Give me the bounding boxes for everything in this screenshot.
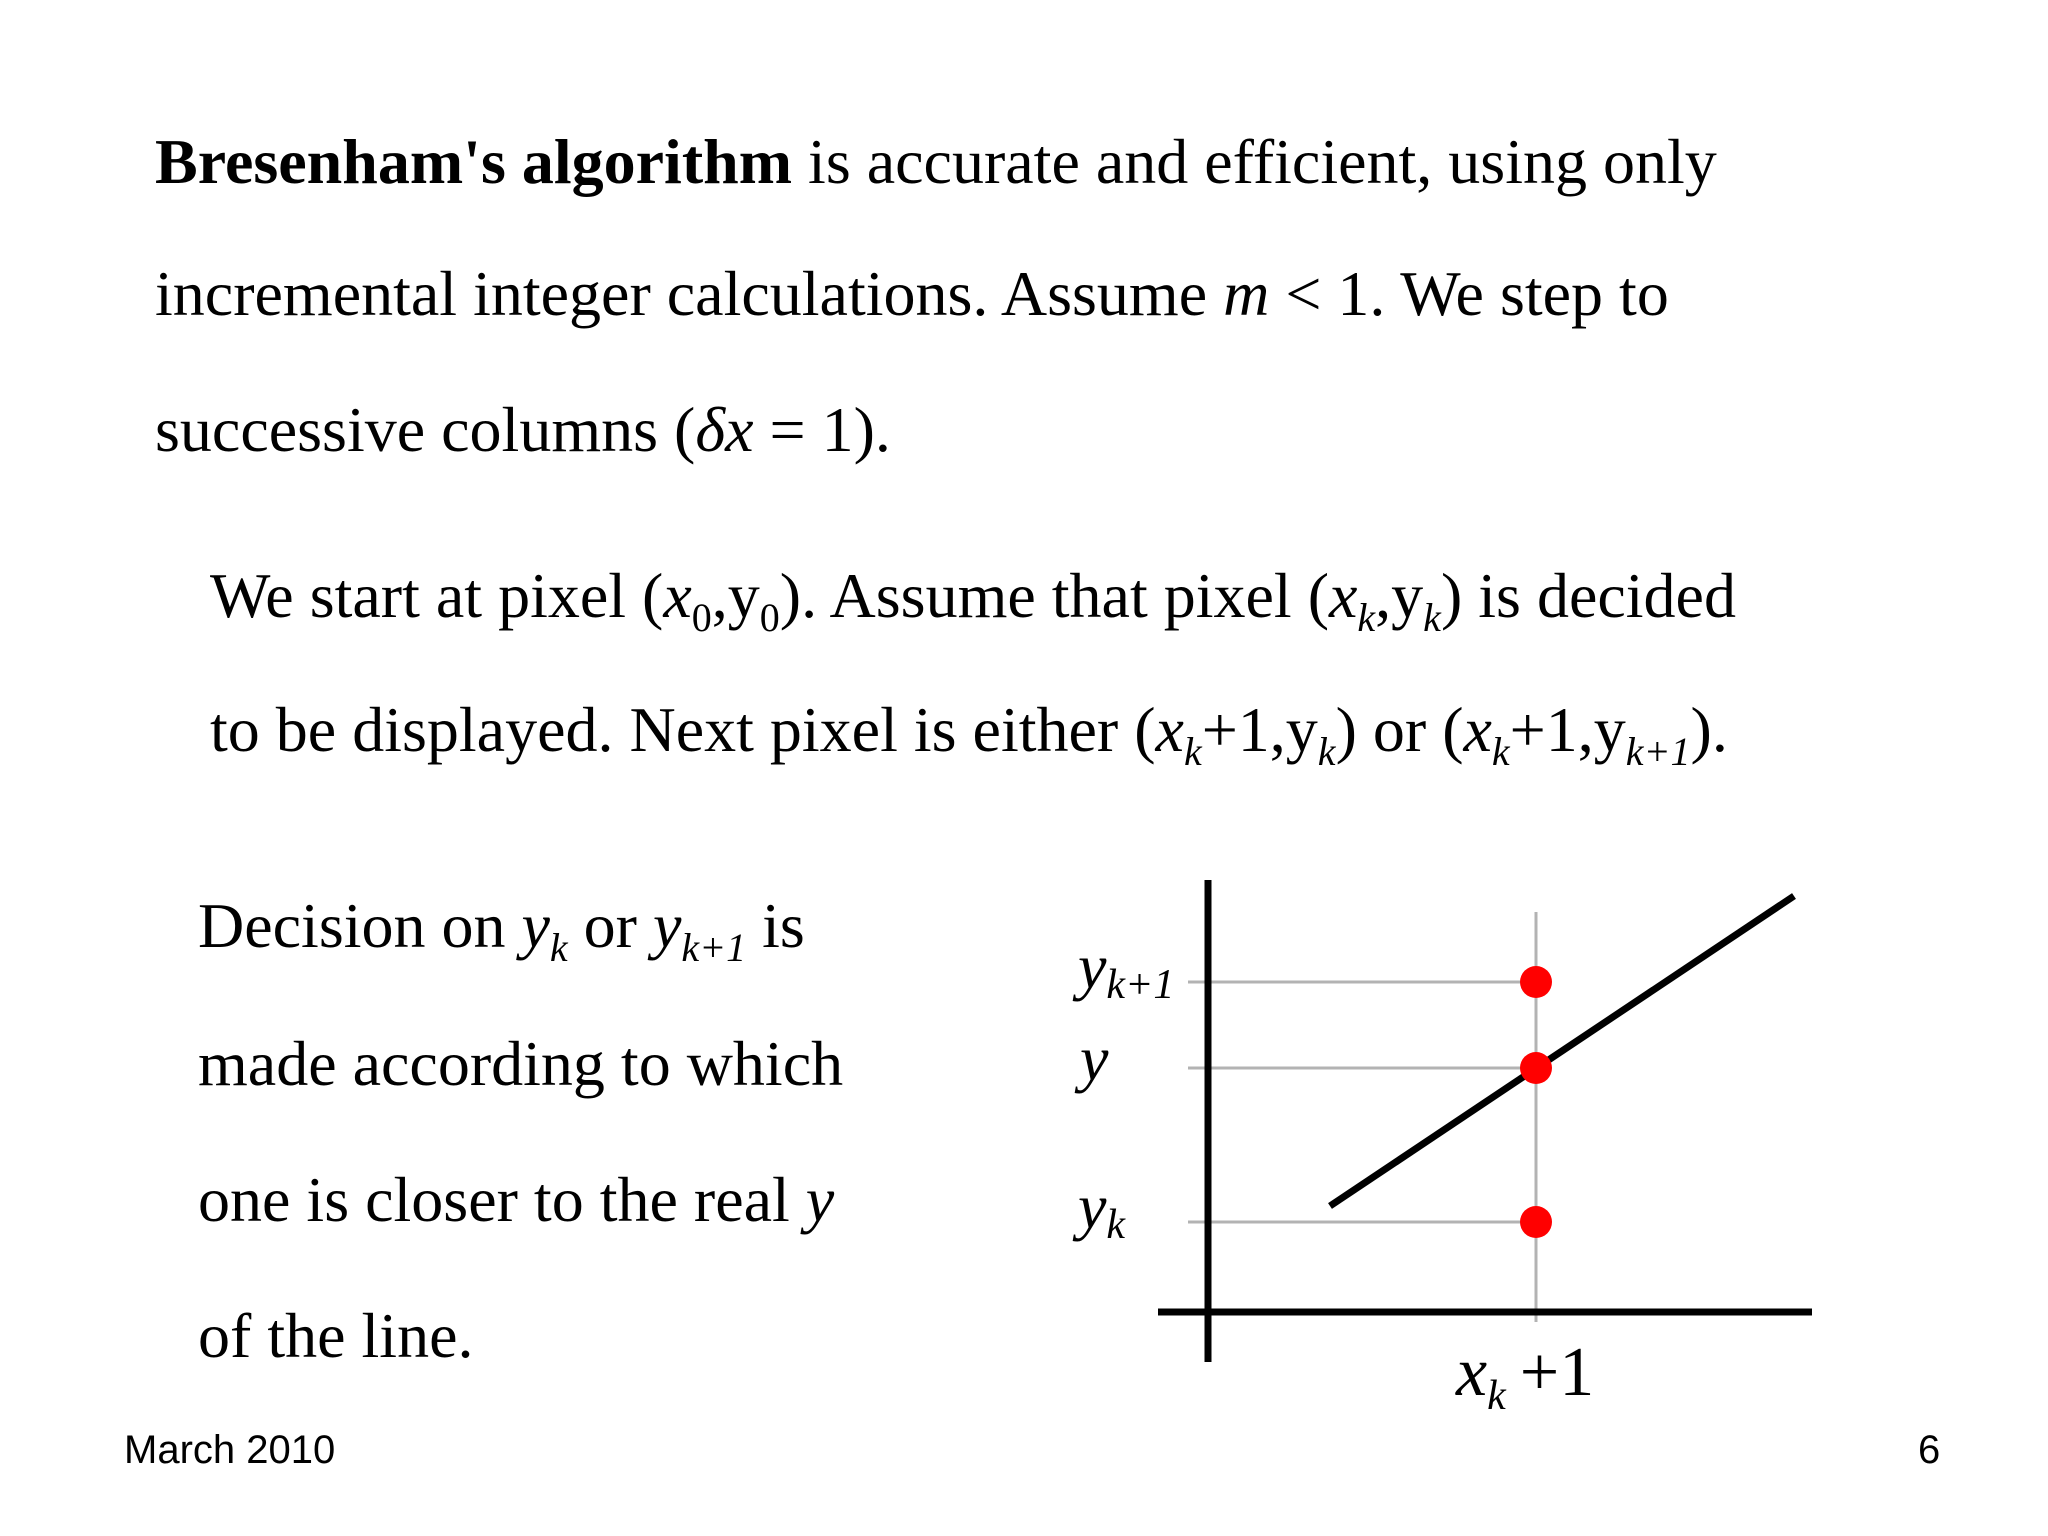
real-line [1330, 896, 1794, 1206]
label-y-k: yk [1078, 1171, 1126, 1248]
label-y: y [1080, 1023, 1109, 1094]
paragraph-1-line-3: successive columns (δx = 1). [155, 394, 891, 465]
paragraph-3-line-2: made according to which [198, 1028, 844, 1099]
paragraph-3-line-3: one is closer to the real y [198, 1164, 835, 1235]
label-y-k-plus-1: yk+1 [1078, 931, 1175, 1008]
paragraph-3-line-4: of the line. [198, 1300, 474, 1371]
label-x-k-plus-1: $x_k +1$ [1456, 1334, 1595, 1419]
footer-date: March 2010 [124, 1428, 336, 1472]
paragraph-2-line-2: to be displayed. Next pixel is either $(x_k+1,y_k)$ or $(x_k+1,y_{k+1})$. [210, 694, 1728, 774]
pixel-point-bottom [1520, 1206, 1552, 1238]
paragraph-2-line-1: We start at pixel $(x_0,y_0)$. Assume that pixel $(x_k,y_k)$ is decided [210, 560, 1736, 640]
pixel-point-mid [1520, 1052, 1552, 1084]
bold-term: Bresenham's algorithm [155, 126, 793, 197]
paragraph-1-line-2: incremental integer calculations. Assume m < 1. We step to [155, 258, 1669, 329]
pixel-point-top [1520, 966, 1552, 998]
paragraph-3-line-1: Decision on $y_k$ or $y_{k+1}$ is [198, 890, 805, 970]
footer-page-number: 6 [1918, 1428, 1941, 1472]
paragraph-1-line-1: Bresenham's algorithm is accurate and efficient, using only [155, 126, 1717, 197]
